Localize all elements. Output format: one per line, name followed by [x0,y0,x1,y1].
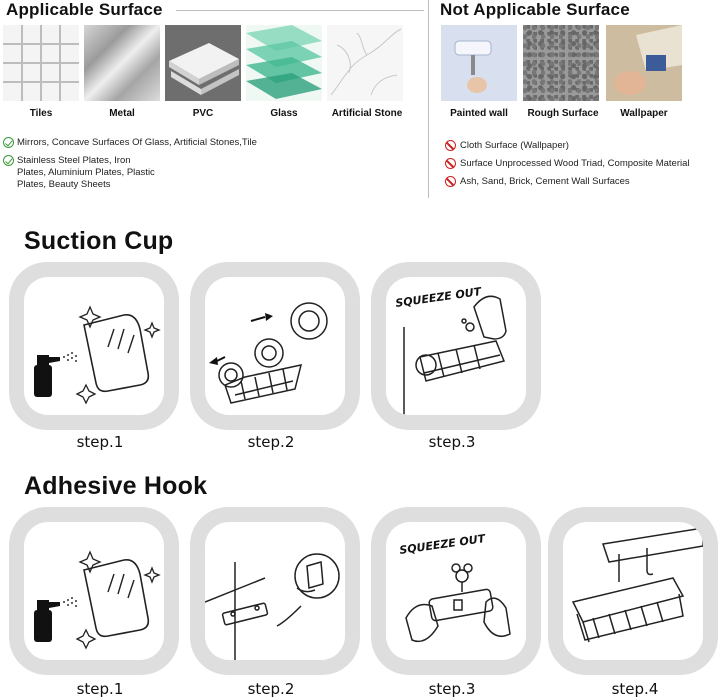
suction-step-1-card [9,262,179,430]
section-divider [428,0,429,198]
suction-step-2-label: step.2 [247,433,295,451]
not-applicable-surface-title: Not Applicable Surface [440,0,630,19]
glass-label: Glass [270,108,298,119]
check-icon [3,137,14,148]
adhesive-step-1-card [9,507,179,675]
adhesive-step-4-label: step.4 [611,680,659,698]
stone-surface-photo [327,25,403,101]
painted-wall-photo [441,25,517,101]
stone-label: Artificial Stone [331,108,403,119]
adhesive-stick-illustration [205,522,345,660]
metal-label: Metal [109,108,135,119]
suction-step-2-card [190,262,360,430]
not-applicable-note-1: Cloth Surface (Wallpaper) [460,140,569,151]
tiles-label: Tiles [29,108,53,119]
adhesive-step-2-label: step.2 [247,680,295,698]
adhesive-step-3-label: step.3 [428,680,476,698]
adhesive-hook-heading: Adhesive Hook [24,472,208,500]
wallpaper-label: Wallpaper [620,108,668,119]
adhesive-squeeze-illustration [386,522,526,660]
squeeze-out-text: SQUEEZE OUT [398,532,486,557]
painted-wall-label: Painted wall [450,108,508,119]
glass-surface-photo [246,25,322,101]
spray-wipe-illustration [24,522,164,660]
applicable-title-underline [176,10,424,11]
adhesive-step-3-card [371,507,541,675]
applicable-note-1: Mirrors, Concave Surfaces Of Glass, Artificial Stones,Tile [17,137,257,148]
ban-icon [445,176,456,187]
adhesive-step-2-card [190,507,360,675]
check-icon [3,155,14,166]
applicable-note-2: Stainless Steel Plates, Iron Plates, Aluminium Plates, Plastic Plates, Beauty Sheets [17,155,155,190]
not-applicable-note-2: Surface Unprocessed Wood Triad, Composite Material [460,158,690,169]
suction-attach-illustration [205,277,345,415]
pvc-label: PVC [192,108,214,119]
not-applicable-note-3: Ash, Sand, Brick, Cement Wall Surfaces [460,176,630,187]
ban-icon [445,158,456,169]
rough-surface-label: Rough Surface [527,108,599,119]
adhesive-hang-illustration [563,522,703,660]
suction-step-1-label: step.1 [76,433,124,451]
ban-icon [445,140,456,151]
pvc-surface-photo [165,25,241,101]
wallpaper-photo [606,25,682,101]
squeeze-out-text: SQUEEZE OUT [394,285,482,310]
spray-wipe-illustration [24,277,164,415]
metal-surface-photo [84,25,160,101]
suction-step-3-label: step.3 [428,433,476,451]
adhesive-step-1-label: step.1 [76,680,124,698]
suction-squeeze-illustration [386,277,526,415]
tiles-surface-photo [3,25,79,101]
suction-cup-heading: Suction Cup [24,227,174,255]
applicable-surface-title: Applicable Surface [6,0,163,19]
adhesive-step-4-card [548,507,718,675]
suction-step-3-card [371,262,541,430]
rough-surface-photo [523,25,599,101]
